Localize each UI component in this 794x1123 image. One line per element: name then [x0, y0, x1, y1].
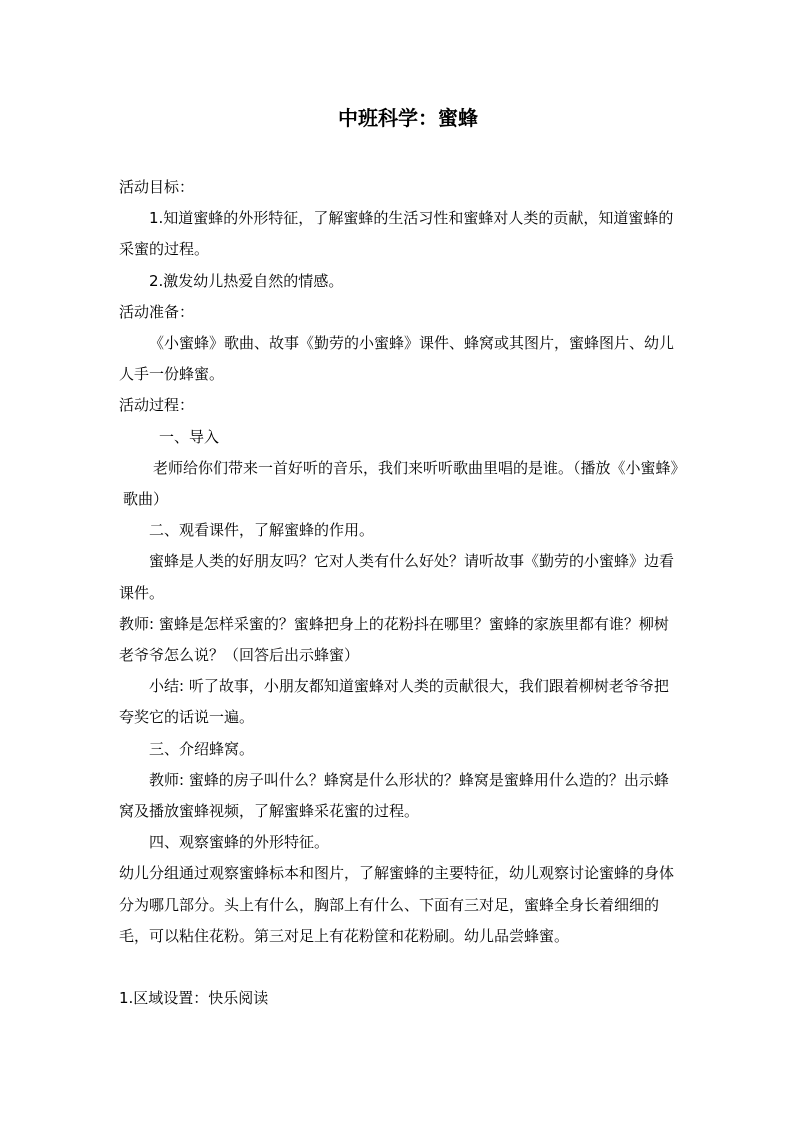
- paragraph-gap: [119, 952, 679, 983]
- hive-text: 教师: 蜜蜂的房子叫什么？蜂窝是什么形状的？蜂窝是蜜蜂用什么造的？出示蜂窝及播放蜜蜂视频，了解蜜蜂采花蜜的过程。: [119, 770, 669, 821]
- summary-text: 小结: 听了故事，小朋友都知道蜜蜂对人类的贡献很大，我们跟着柳树老爷爷把夸奖它的话说一遍。: [119, 677, 669, 727]
- process-step-observe: 四、观察蜜蜂的外形特征。: [149, 833, 330, 852]
- section-heading-goals: 活动目标：: [119, 178, 195, 196]
- observe-text: 幼儿分组通过观察蜜蜂标本和图片，了解蜜蜂的主要特征，幼儿观察讨论蜜蜂的身体分为哪几部分。头上有什么，胸部上有什么、下面有三对足，蜜蜂全身长着细细的毛，可以粘住花粉。第三对足上有花粉筐和花粉刷。幼儿品尝蜂蜜。: [119, 864, 675, 945]
- goal-item-2: 2.激发幼儿热爱自然的情感。: [149, 271, 344, 290]
- area-setting-text: 1.区域设置：快乐阅读: [119, 989, 269, 1008]
- process-step-courseware: 二、观看课件，了解蜜蜂的作用。: [149, 521, 375, 540]
- preparation-text: 《小蜜蜂》歌曲、故事《勤劳的小蜜蜂》课件、蜂窝或其图片，蜜蜂图片、幼儿人手一份蜂蜜。: [119, 334, 675, 384]
- intro-text: 老师给你们带来一首好听的音乐，我们来听听歌曲里唱的是谁。（播放《小蜜蜂》歌曲）: [123, 458, 679, 509]
- teacher-questions: 教师: 蜜蜂是怎样采蜜的？蜜蜂把身上的花粉抖在哪里？蜜蜂的家族里都有谁？柳树老爷爷怎么说？（回答后出示蜂蜜）: [119, 614, 669, 665]
- document-title: 中班科学：蜜蜂: [338, 106, 478, 130]
- goal-item-1: 1.知道蜜蜂的外形特征，了解蜜蜂的生活习性和蜜蜂对人类的贡献，知道蜜蜂的采蜜的过程。: [119, 209, 674, 259]
- process-step-intro: 一、导入: [159, 427, 220, 446]
- document-body: [119, 172, 679, 1014]
- process-step-hive: 三、介绍蜂窝。: [149, 739, 255, 758]
- section-heading-process: 活动过程：: [119, 396, 195, 415]
- section-heading-preparation: 活动准备：: [119, 302, 195, 321]
- courseware-question: 蜜蜂是人类的好朋友吗？它对人类有什么好处？请听故事《勤劳的小蜜蜂》边看课件。: [119, 552, 675, 602]
